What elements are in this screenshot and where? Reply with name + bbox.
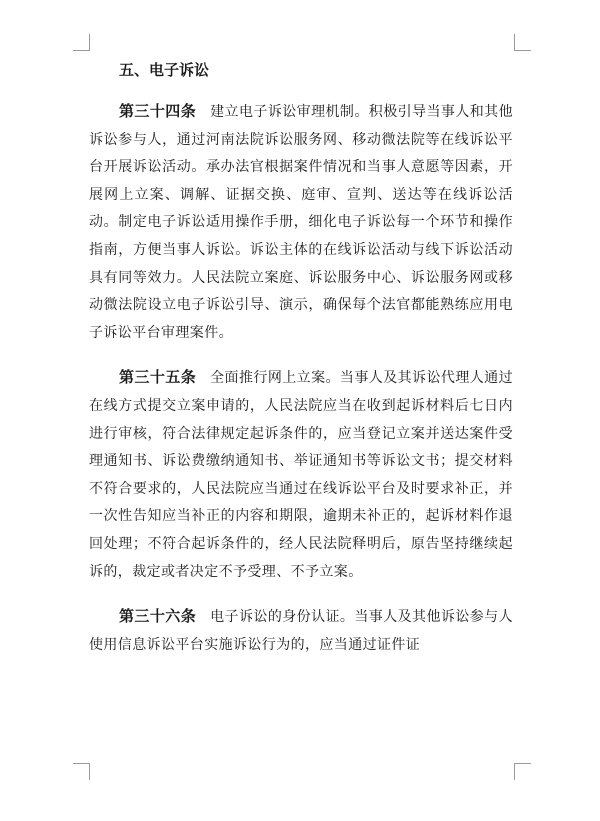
crop-mark-bottom-left	[73, 763, 90, 780]
article-34	[89, 98, 513, 347]
article-text: 全面推行网上立案。当事人及其诉讼代理人通过在线方式提交立案申请的，人民法院应当在收到起诉材料后七日内进行审核，符合法律规定起诉条件的，应当登记立案并送达案件受理通知书、诉讼费缴纳通知书、举证通知书等诉讼文书；提交材料不符合要求的，人民法院应当通过在线诉讼平台及时要求补正，并一次性告知应当补正的内容和期限，逾期未补正的，起诉材料作退回处理；不符合起诉条件的，经人民法院释明后，原告坚持继续起诉的，裁定或者决定不予受理、不予立案。	[89, 370, 513, 580]
section-heading: 五、电子诉讼	[119, 61, 210, 79]
crop-mark-top-left	[73, 34, 90, 51]
crop-mark-top-right	[514, 34, 531, 51]
article-number: 第三十四条	[119, 102, 197, 120]
article-text: 建立电子诉讼审理机制。积极引导当事人和其他诉讼参与人，通过河南法院诉讼服务网、移动微法院等在线诉讼平台开展诉讼活动。承办法官根据案件情况和当事人意愿等因素，开展网上立案、调解、证据交换、庭审、宣判、送达等在线诉讼活动。制定电子诉讼适用操作手册，细化电子诉讼每一个环节和操作指南，方便当事人诉讼。诉讼主体的在线诉讼活动与线下诉讼活动具有同等效力。人民法院立案庭、诉讼服务中心、诉讼服务网或移动微法院设立电子诉讼引导、演示，确保每个法官都能熟练应用电子诉讼平台审理案件。	[89, 104, 513, 341]
document-body	[89, 56, 513, 676]
article-number: 第三十五条	[119, 368, 197, 387]
crop-mark-bottom-right	[514, 763, 531, 780]
article-number: 第三十六条	[119, 607, 197, 626]
article-36	[89, 603, 513, 659]
article-35	[89, 364, 513, 586]
article-text: 电子诉讼的身份认证。当事人及其他诉讼参与人使用信息诉讼平台实施诉讼行为的，应当通过证件证	[89, 609, 513, 653]
